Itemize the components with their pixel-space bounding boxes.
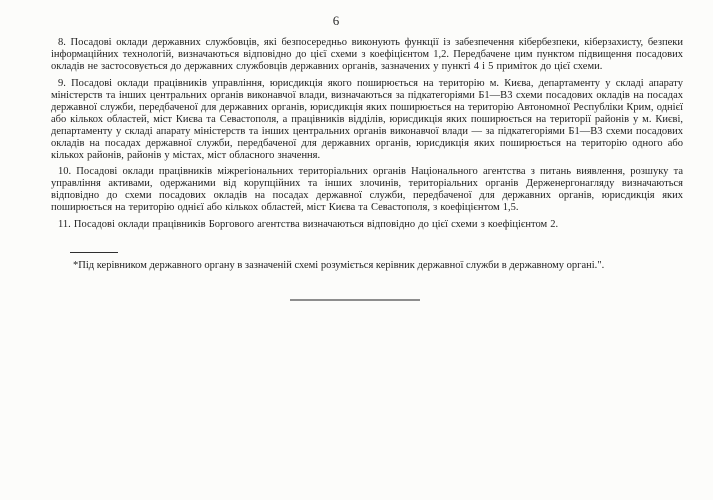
page-number: 6 bbox=[332, 13, 340, 28]
document-body bbox=[51, 37, 683, 272]
end-of-document-rule bbox=[290, 299, 420, 301]
footnote-text: *Під керівником державного органу в зазначеній схемі розуміється керівник державної служби в державному органі.". bbox=[73, 259, 605, 271]
footnote-separator-rule bbox=[70, 252, 118, 253]
paragraph-item-9: 9. Посадові оклади працівників управління, юрисдикція якого поширюється на територію м. Києва, департаменту у складі апарату міністерств та інших центральних органів виконавчої влади, визначаються за підкатегоріями Б1—В3 схеми посадових окладів на посадах державної служби, передбаченої для державних органів, юрисдикція яких поширюється на територію Автономної Республіки Крим, однієї або кількох областей, міст Києва та Севастополя, а працівників відділів, юрисдикція яких поширюється на території районів у м. Києві, департаменту у складі апарату міністерств та інших центральних органів виконавчої влади — за підкатегоріями Б1—В3 схеми посадових окладів на посадах державної служби, передбаченої для державних органів, юрисдикція яких поширюється на територію одного або кількох районів, районів у містах, міст обласного значення. bbox=[51, 77, 683, 161]
paragraph-item-10: 10. Посадові оклади працівників міжрегіональних територіальних органів Національного агентства з питань виявлення, розшуку та управління активами, одержаними від корупційних та інших злочинів, територіальних органів Держенергонагляду визначаються відповідно до схеми посадових окладів на посадах державної служби, передбаченої для державних органів, юрисдикція яких поширюється на територію однієї або кількох областей, міст Києва та Севастополя, з коефіцієнтом 1,5. bbox=[51, 166, 683, 213]
footnote-block bbox=[70, 252, 683, 272]
paragraph-item-11: 11. Посадові оклади працівників Боргового агентства визначаються відповідно до цієї схеми з коефіцієнтом 2. bbox=[58, 218, 559, 230]
paragraph-item-8: 8. Посадові оклади державних службовців, які безпосередньо виконують функції із забезпечення кібербезпеки, кіберзахисту, безпеки інформаційних технологій, визначаються відповідно до цієї схеми з коефіцієнтом 1,2. Передбачене цим пунктом підвищення посадових окладів не застосовується до державних службовців державних органів, зазначених у пункті 4 і 5 приміток до цієї схеми. bbox=[51, 37, 683, 72]
